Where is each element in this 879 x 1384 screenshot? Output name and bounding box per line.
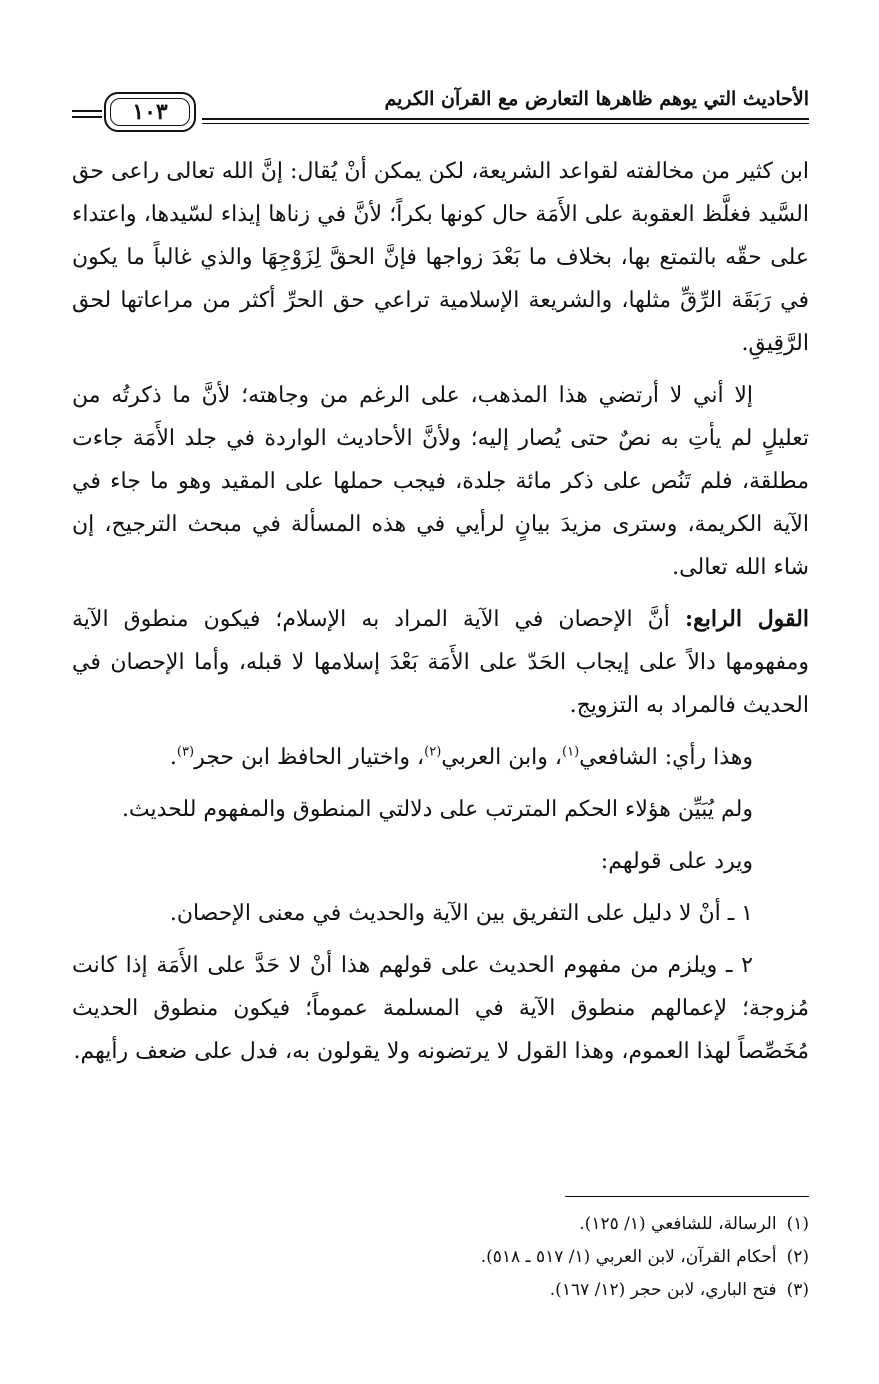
- paragraph-1: ابن كثير من مخالفته لقواعد الشريعة، لكن يمكن أنْ يُقال: إنَّ الله تعالى راعى حق السَّيد فغلَّظ العقوبة على الأَمَة حال كونها بكراً؛ لأنَّ في زناها إيذاء لسّيدها، واعتداء على حقّه بالتمتع بها، بخلاف ما بَعْدَ زواجها فإنَّ الحقَّ لِزَوْجِهَا والذي غالباً ما يكون في رَبَقَة الرِّقِّ مثلها، والشريعة الإسلامية تراعي حق الحرِّ أكثر من مراعاتها لحق الرَّقِيقِ.: [72, 159, 810, 356]
- footnote-text: الرسالة، للشافعي (١/ ١٢٥).: [579, 1214, 777, 1234]
- paragraph-5: ولم يُبَيِّن هؤلاء الحكم المترتب على دلالتي المنطوق والمفهوم للحديث.: [121, 797, 753, 822]
- header-rule-thick: [202, 118, 809, 120]
- page-number: ١٠٣: [110, 98, 190, 126]
- paragraph-6: ويرد على قولهم:: [600, 849, 753, 874]
- footnotes: [72, 1208, 809, 1307]
- header-rule-thin: [202, 123, 809, 124]
- paragraph-3: [72, 598, 809, 727]
- paragraph-4-b: ، وابن العربي: [441, 745, 562, 770]
- footnote-2: [72, 1241, 809, 1274]
- footnote-ref-1[interactable]: (١): [562, 744, 580, 760]
- page-number-frame: [104, 92, 196, 132]
- paragraph-4: [72, 736, 809, 779]
- footnote-number: (٣): [786, 1280, 809, 1300]
- footnote-text: فتح الباري، لابن حجر (١٢/ ١٦٧).: [549, 1280, 777, 1300]
- paragraph-3-text: أنَّ الإحصان في الآية المراد به الإسلام؛ فيكون منطوق الآية ومفهومها دالاً على إيجاب الحَدّ على الأَمَة بَعْدَ إسلامها لا قبله، وأما الإحصان في الحديث فالمراد به التزويج.: [72, 607, 809, 718]
- paragraph-4-c: ، واختيار الحافظ ابن حجر: [194, 745, 425, 770]
- main-text: [72, 150, 809, 1082]
- paragraph-4-a: وهذا رأي: الشافعي: [579, 745, 753, 770]
- footnote-text: أحكام القرآن، لابن العربي (١/ ٥١٧ ـ ٥١٨).: [480, 1247, 777, 1267]
- running-header: [72, 86, 809, 130]
- footnote-1: [72, 1208, 809, 1241]
- running-title: الأحاديث التي يوهم ظاهرها التعارض مع القرآن الكريم: [384, 88, 809, 110]
- list-item-1: ١ ـ أنْ لا دليل على التفريق بين الآية والحديث في معنى الإحصان.: [169, 901, 753, 926]
- footnote-separator: [565, 1196, 809, 1197]
- footnote-number: (٢): [786, 1247, 809, 1267]
- footnote-number: (١): [786, 1214, 809, 1234]
- paragraph-4-d: .: [169, 745, 177, 770]
- footnote-3: [72, 1274, 809, 1307]
- footnote-ref-2[interactable]: (٢): [424, 744, 442, 760]
- paragraph-3-lead: القول الرابع:: [684, 606, 809, 632]
- list-item-2: ٢ ـ ويلزم من مفهوم الحديث على قولهم هذا أنْ لا حَدَّ على الأَمَة إذا كانت مُزوجة؛ لإعمالهم منطوق الآية في المسلمة عموماً؛ فيكون منطوق الحديث مُخَصِّصاً لهذا العموم، وهذا القول لا يرتضونه ولا يقولون به، فدل على ضعف رأيهم.: [72, 953, 809, 1064]
- header-left-rule-bottom: [72, 116, 102, 118]
- footnote-ref-3[interactable]: (٣): [176, 744, 195, 760]
- header-left-rule-top: [72, 110, 102, 112]
- paragraph-2: إلا أني لا أرتضي هذا المذهب، على الرغم من وجاهته؛ لأنَّ ما ذكرتُه من تعليلٍ لم يأتِ به نصٌ حتى يُصار إليه؛ ولأنَّ الأحاديث الواردة في جلد الأَمَة جاءت مطلقة، فلم تَنُص على ذكر مائة جلدة، فيجب حملها على المقيد وهو ما جاء في الآية الكريمة، وسترى مزيدَ بيانٍ لرأيي في هذه المسألة في مبحث الترجيح، إن شاء الله تعالى.: [72, 383, 809, 580]
